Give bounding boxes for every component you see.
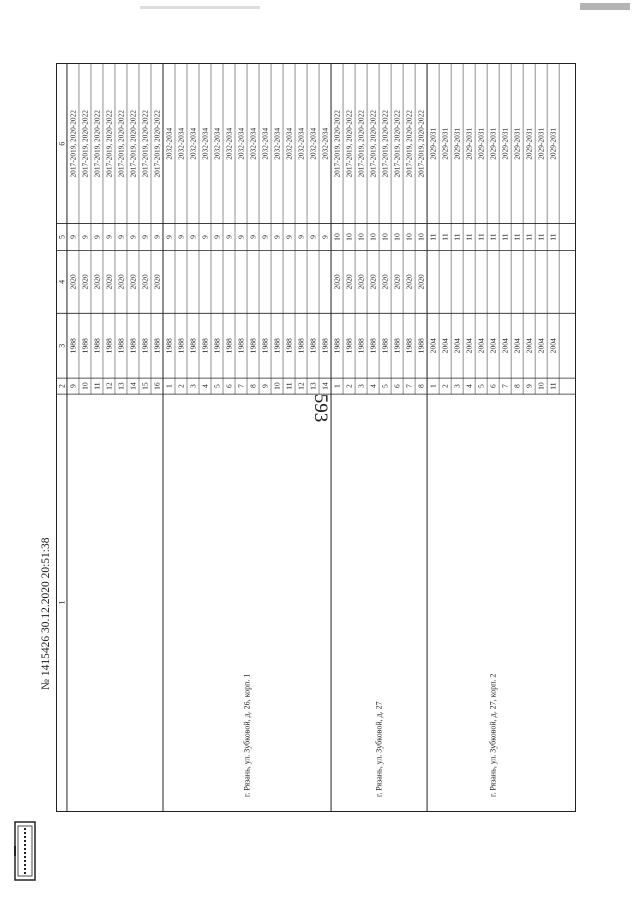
- table-cell: 9: [236, 235, 246, 239]
- table-cell: 2029-2031: [464, 127, 474, 160]
- table-cell: 9: [260, 384, 270, 389]
- table-cell: 9: [92, 235, 102, 239]
- table-cell: 12: [296, 382, 306, 390]
- table-cell: 3: [452, 384, 462, 389]
- table-cell: 9: [284, 235, 294, 239]
- table-cell: 2020: [128, 274, 138, 290]
- table-cell: 10: [272, 382, 282, 390]
- table-cell: 10: [332, 233, 342, 241]
- table-cell: 9: [320, 235, 330, 239]
- table-cell: 1988: [164, 338, 174, 354]
- table-cell: 9: [164, 235, 174, 239]
- table-cell: 10: [416, 233, 426, 241]
- table-cell: 11: [440, 233, 450, 241]
- table-cell: 2017-2019, 2020-2022: [152, 110, 162, 178]
- table-cell: 1988: [176, 338, 186, 354]
- table-cell: 9: [272, 235, 282, 239]
- table-cell: 1988: [212, 338, 222, 354]
- table-cell: 7: [404, 384, 414, 389]
- table-cell: 2017-2019, 2020-2022: [80, 110, 90, 178]
- table-cell: 9: [152, 235, 162, 239]
- table-cell: 2017-2019, 2020-2022: [128, 110, 138, 178]
- table-cell: 9: [308, 235, 318, 239]
- table-cell: 2029-2031: [548, 127, 558, 160]
- scan-artifact: [580, 3, 630, 10]
- table-cell: 2004: [548, 338, 558, 354]
- table-cell: 2032-2034: [308, 127, 318, 160]
- table-cell: 1988: [380, 338, 390, 354]
- table-cell: 14: [320, 382, 330, 390]
- table-cell: 1: [332, 384, 342, 389]
- table-cell: 2: [440, 384, 450, 389]
- table-cell: 9: [68, 384, 78, 389]
- table-cell: 10: [344, 233, 354, 241]
- table-cell: 14: [128, 382, 138, 390]
- table-cell: 1988: [356, 338, 366, 354]
- table-cell: 2004: [440, 338, 450, 354]
- table-cell: 10: [536, 382, 546, 390]
- table-cell: 2004: [512, 338, 522, 354]
- table-cell: 2032-2034: [272, 127, 282, 160]
- table-cell: 11: [284, 382, 294, 390]
- table-cell: 9: [104, 235, 114, 239]
- table-cell: 1988: [200, 338, 210, 354]
- table-cell: 7: [236, 384, 246, 389]
- table-cell: 11: [512, 233, 522, 241]
- table-cell: 2029-2031: [512, 127, 522, 160]
- table-cell: 1988: [332, 338, 342, 354]
- table-cell: 1988: [416, 338, 426, 354]
- table-cell: 10: [368, 233, 378, 241]
- table-cell: 13: [308, 382, 318, 390]
- page-number: 593: [310, 393, 331, 423]
- table-cell: 11: [452, 233, 462, 241]
- table-cell: 10: [356, 233, 366, 241]
- table-cell: 2029-2031: [440, 127, 450, 160]
- table-cell: 2032-2034: [164, 127, 174, 160]
- table-cell: 2029-2031: [476, 127, 486, 160]
- table-cell: 9: [116, 235, 126, 239]
- table-cell: 2017-2019, 2020-2022: [104, 110, 114, 178]
- table-cell: 8: [416, 384, 426, 389]
- table-cell: 15: [140, 382, 150, 390]
- table-cell: 2020: [416, 274, 426, 290]
- table-grid: [57, 64, 575, 811]
- table-cell: 1988: [308, 338, 318, 354]
- table-cell: 2017-2019, 2020-2022: [344, 110, 354, 178]
- document-id: № 1415426 30.12.2020 20:51:38: [40, 537, 52, 690]
- table-cell: 2029-2031: [488, 127, 498, 160]
- column-header: 4: [57, 279, 67, 284]
- table-cell: 2020: [356, 274, 366, 290]
- table-cell: 2032-2034: [188, 127, 198, 160]
- table-cell: 2017-2019, 2020-2022: [404, 110, 414, 178]
- table-cell: 1988: [320, 338, 330, 354]
- table-cell: 2004: [452, 338, 462, 354]
- table-cell: 4: [464, 384, 474, 389]
- table-cell: 2017-2019, 2020-2022: [116, 110, 126, 178]
- table-cell: 9: [128, 235, 138, 239]
- table-cell: 2004: [524, 338, 534, 354]
- table-cell: 5: [476, 384, 486, 389]
- table-cell: 9: [212, 235, 222, 239]
- table-cell: 10: [404, 233, 414, 241]
- table-cell: 1988: [392, 338, 402, 354]
- table-cell: 11: [524, 233, 534, 241]
- table-cell: 1988: [128, 338, 138, 354]
- table-cell: 2029-2031: [500, 127, 510, 160]
- table-cell: 9: [68, 235, 78, 239]
- table-cell: 9: [296, 235, 306, 239]
- table-cell: 2017-2019, 2020-2022: [416, 110, 426, 178]
- table-cell: 2032-2034: [260, 127, 270, 160]
- table-cell: 1988: [68, 338, 78, 354]
- table-cell: 2020: [116, 274, 126, 290]
- table-cell: 11: [548, 233, 558, 241]
- table-cell: 2020: [332, 274, 342, 290]
- table-cell: 10: [80, 382, 90, 390]
- table-cell: 3: [188, 384, 198, 389]
- table-cell: 1988: [104, 338, 114, 354]
- table-cell: 2004: [500, 338, 510, 354]
- table-cell: 2017-2019, 2020-2022: [380, 110, 390, 178]
- table-cell: 1988: [272, 338, 282, 354]
- table-cell: 9: [200, 235, 210, 239]
- table-cell: 6: [488, 384, 498, 389]
- table-cell: 5: [212, 384, 222, 389]
- table-cell: 1: [428, 384, 438, 389]
- address-label: г. Рязань, ул. Зубковой, д. 27: [374, 701, 384, 798]
- table-cell: 2020: [368, 274, 378, 290]
- column-header: 1: [57, 600, 67, 605]
- table-cell: 11: [548, 382, 558, 390]
- table-cell: 11: [92, 382, 102, 390]
- table-cell: 2020: [140, 274, 150, 290]
- table-cell: 11: [464, 233, 474, 241]
- table-cell: 2032-2034: [212, 127, 222, 160]
- table-cell: 6: [392, 384, 402, 389]
- table-cell: 9: [524, 384, 534, 389]
- column-header: 5: [57, 235, 67, 240]
- table-cell: 2004: [536, 338, 546, 354]
- table-cell: 9: [140, 235, 150, 239]
- table-cell: 10: [392, 233, 402, 241]
- table-cell: 5: [380, 384, 390, 389]
- table-cell: 1988: [296, 338, 306, 354]
- table-cell: 9: [176, 235, 186, 239]
- table-cell: 2029-2031: [428, 127, 438, 160]
- table-cell: 11: [536, 233, 546, 241]
- registry-stamp-icon: [14, 820, 36, 882]
- table-cell: 2020: [392, 274, 402, 290]
- data-table: [56, 63, 576, 812]
- table-cell: 2020: [380, 274, 390, 290]
- table-cell: 1988: [152, 338, 162, 354]
- table-cell: 2017-2019, 2020-2022: [92, 110, 102, 178]
- table-cell: 16: [152, 382, 162, 390]
- table-cell: 2: [344, 384, 354, 389]
- table-cell: 1988: [116, 338, 126, 354]
- address-label: г. Рязань, ул. Зубковой, д. 27, корп. 2: [488, 673, 498, 798]
- table-cell: 1988: [344, 338, 354, 354]
- table-cell: 2032-2034: [296, 127, 306, 160]
- table-cell: 2020: [68, 274, 78, 290]
- table-cell: 2017-2019, 2020-2022: [140, 110, 150, 178]
- column-header: 6: [57, 141, 67, 146]
- table-cell: 9: [188, 235, 198, 239]
- table-cell: 2017-2019, 2020-2022: [368, 110, 378, 178]
- table-cell: 1988: [248, 338, 258, 354]
- table-cell: 4: [200, 384, 210, 389]
- table-cell: 2004: [428, 338, 438, 354]
- table-cell: 2020: [344, 274, 354, 290]
- table-cell: 1988: [80, 338, 90, 354]
- table-cell: 9: [248, 235, 258, 239]
- table-cell: 11: [428, 233, 438, 241]
- table-cell: 2020: [404, 274, 414, 290]
- table-cell: 1988: [284, 338, 294, 354]
- table-cell: 2032-2034: [236, 127, 246, 160]
- table-cell: 1988: [140, 338, 150, 354]
- table-cell: 2029-2031: [536, 127, 546, 160]
- table-cell: 4: [368, 384, 378, 389]
- table-cell: 2032-2034: [284, 127, 294, 160]
- table-cell: 3: [356, 384, 366, 389]
- table-cell: 1988: [92, 338, 102, 354]
- table-cell: 1988: [368, 338, 378, 354]
- table-cell: 1988: [404, 338, 414, 354]
- table-cell: 10: [380, 233, 390, 241]
- table-cell: 2032-2034: [200, 127, 210, 160]
- table-cell: 2020: [80, 274, 90, 290]
- table-cell: 7: [500, 384, 510, 389]
- table-cell: 2017-2019, 2020-2022: [392, 110, 402, 178]
- table-cell: 1988: [188, 338, 198, 354]
- table-cell: 2032-2034: [320, 127, 330, 160]
- table-cell: 2004: [464, 338, 474, 354]
- table-cell: 2020: [104, 274, 114, 290]
- table-cell: 2017-2019, 2020-2022: [68, 110, 78, 178]
- table-cell: 1: [164, 384, 174, 389]
- table-cell: 11: [476, 233, 486, 241]
- column-header: 3: [57, 343, 67, 348]
- table-cell: 2032-2034: [224, 127, 234, 160]
- table-cell: 1988: [260, 338, 270, 354]
- table-cell: 11: [488, 233, 498, 241]
- table-cell: 2032-2034: [176, 127, 186, 160]
- table-cell: 2032-2034: [248, 127, 258, 160]
- table-cell: 2004: [476, 338, 486, 354]
- table-cell: 2020: [152, 274, 162, 290]
- table-cell: 1988: [224, 338, 234, 354]
- table-cell: 8: [248, 384, 258, 389]
- table-cell: 12: [104, 382, 114, 390]
- scan-artifact: [140, 6, 260, 9]
- table-cell: 2: [176, 384, 186, 389]
- table-cell: 2020: [92, 274, 102, 290]
- table-cell: 13: [116, 382, 126, 390]
- table-cell: 11: [500, 233, 510, 241]
- table-cell: 1988: [236, 338, 246, 354]
- table-cell: 9: [260, 235, 270, 239]
- table-cell: 2004: [488, 338, 498, 354]
- column-header: 2: [57, 384, 67, 389]
- table-cell: 2017-2019, 2020-2022: [356, 110, 366, 178]
- table-cell: 9: [224, 235, 234, 239]
- table-cell: 2029-2031: [524, 127, 534, 160]
- address-label: г. Рязань, ул. Зубковой, д. 26, корп. 1: [242, 673, 252, 798]
- table-cell: 6: [224, 384, 234, 389]
- table-cell: 2029-2031: [452, 127, 462, 160]
- table-cell: 9: [80, 235, 90, 239]
- table-cell: 2017-2019, 2020-2022: [332, 110, 342, 178]
- table-cell: 8: [512, 384, 522, 389]
